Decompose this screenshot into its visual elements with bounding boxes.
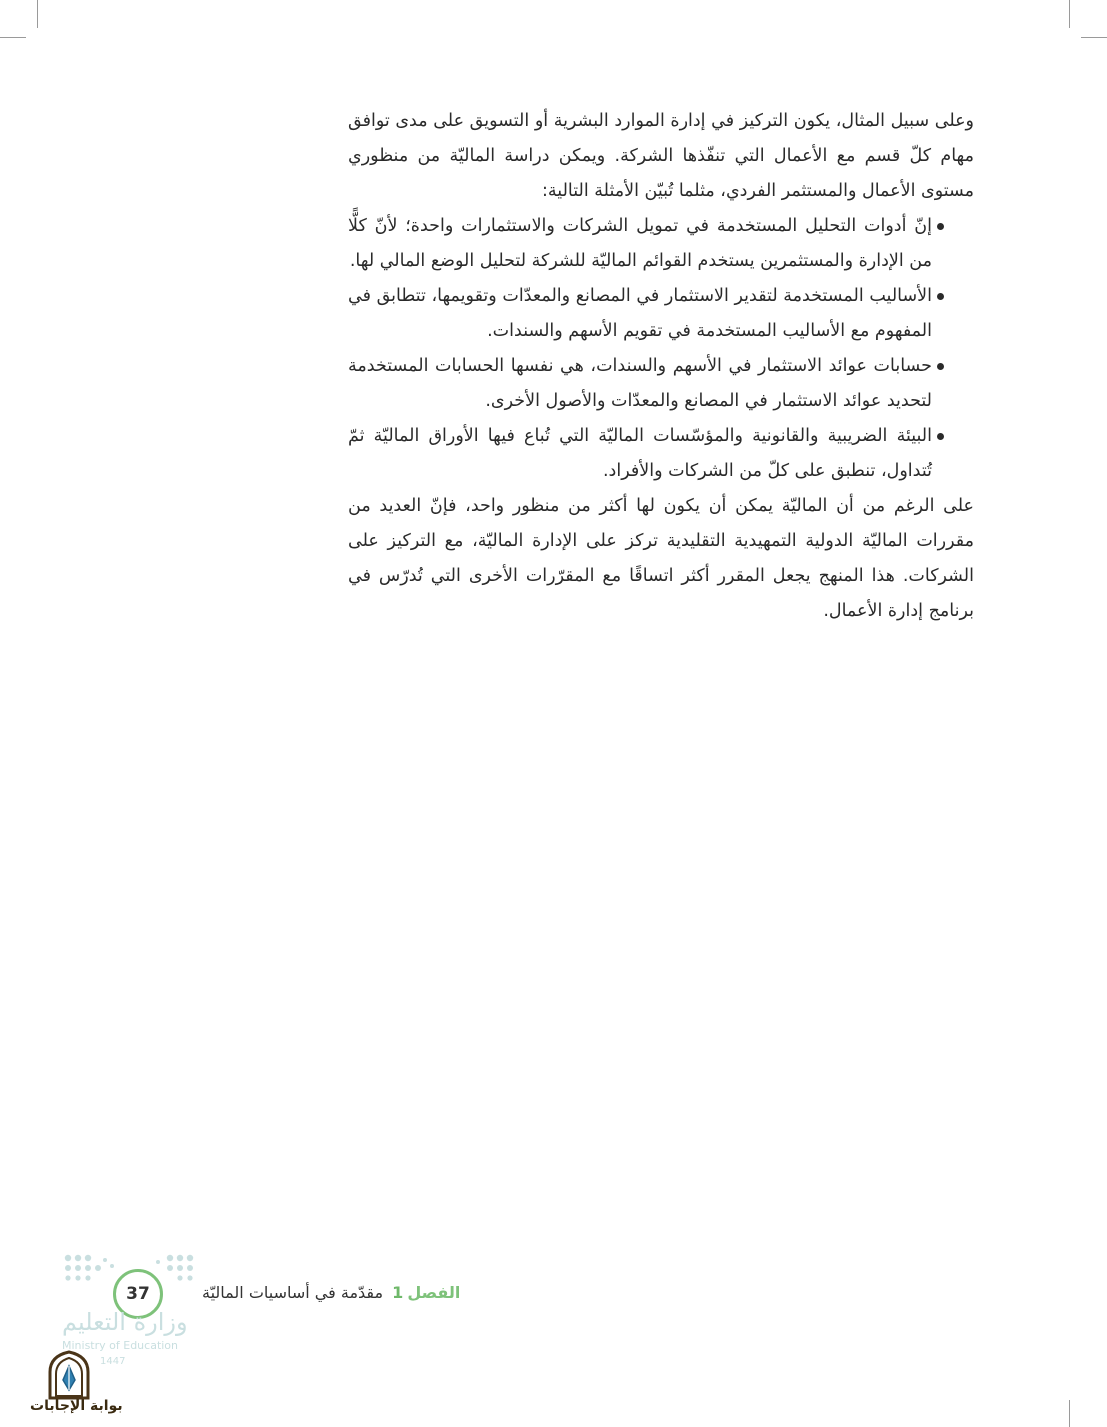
ministry-name-arabic: وزارة التعليم xyxy=(62,1308,188,1336)
examples-list xyxy=(348,209,974,489)
ministry-name-english: Ministry of Education xyxy=(62,1339,179,1352)
crop-mark-top-left xyxy=(37,0,38,28)
crop-mark-right-top xyxy=(1081,37,1107,38)
intro-paragraph: وعلى سبيل المثال، يكون التركيز في إدارة الموارد البشرية أو التسويق على مدى توافق مهام كلّ قسم مع الأعمال التي تنفّذها الشركة. ويمكن دراسة الماليّة من منظوري مستوى الأعمال والمستثمر الفردي، مثلما تُبيّن الأمثلة التالية: xyxy=(348,111,974,201)
crop-mark-left-top xyxy=(0,37,26,38)
bullet-icon xyxy=(937,363,944,370)
gateway-logo-icon xyxy=(46,1350,92,1400)
list-item: إنّ أدوات التحليل المستخدمة في تمويل الشركات والاستثمارات واحدة؛ لأنّ كلًّا من الإدارة والمستثمرين يستخدم القوائم الماليّة للشركة لتحليل الوضع المالي لها. xyxy=(348,209,974,279)
ministry-year: 1447 xyxy=(100,1356,126,1367)
bullet-icon xyxy=(937,223,944,230)
list-item: حسابات عوائد الاستثمار في الأسهم والسندات، هي نفسها الحسابات المستخدمة لتحديد عوائد الاستثمار في المصانع والمعدّات والأصول الأخرى. xyxy=(348,349,974,419)
crop-mark-bottom-right xyxy=(1069,1400,1070,1427)
bullet-icon xyxy=(937,433,944,440)
closing-paragraph: على الرغم من أن الماليّة يمكن أن يكون لها أكثر من منظور واحد، فإنّ العديد من مقررات الماليّة الدولية التمهيدية التقليدية تركز على الإدارة الماليّة، مع التركيز على الشركات. هذا المنهج يجعل المقرر أكثر اتساقًا مع المقرّرات الأخرى التي تُدرّس في برنامج إدارة الأعمال. xyxy=(348,496,974,621)
chapter-title: مقدّمة في أساسيات الماليّة xyxy=(202,1283,384,1302)
gateway-brand-text: بوابة الإجابات xyxy=(30,1398,123,1414)
list-item: الأساليب المستخدمة لتقدير الاستثمار في المصانع والمعدّات وتقويمها، تتطابق في المفهوم مع الأساليب المستخدمة في تقويم الأسهم والسندات. xyxy=(348,279,974,349)
page-body xyxy=(348,104,974,629)
page-number: 37 xyxy=(113,1269,163,1319)
list-item: البيئة الضريبية والقانونية والمؤسّسات الماليّة التي تُباع فيها الأوراق الماليّة ثمّ تُتداول، تنطبق على كلّ من الشركات والأفراد. xyxy=(348,419,974,489)
crop-mark-top-right xyxy=(1069,0,1070,28)
chapter-label: الفصل xyxy=(407,1283,461,1302)
chapter-number: 1 xyxy=(392,1283,404,1302)
bullet-icon xyxy=(937,293,944,300)
chapter-footer xyxy=(202,1283,460,1302)
